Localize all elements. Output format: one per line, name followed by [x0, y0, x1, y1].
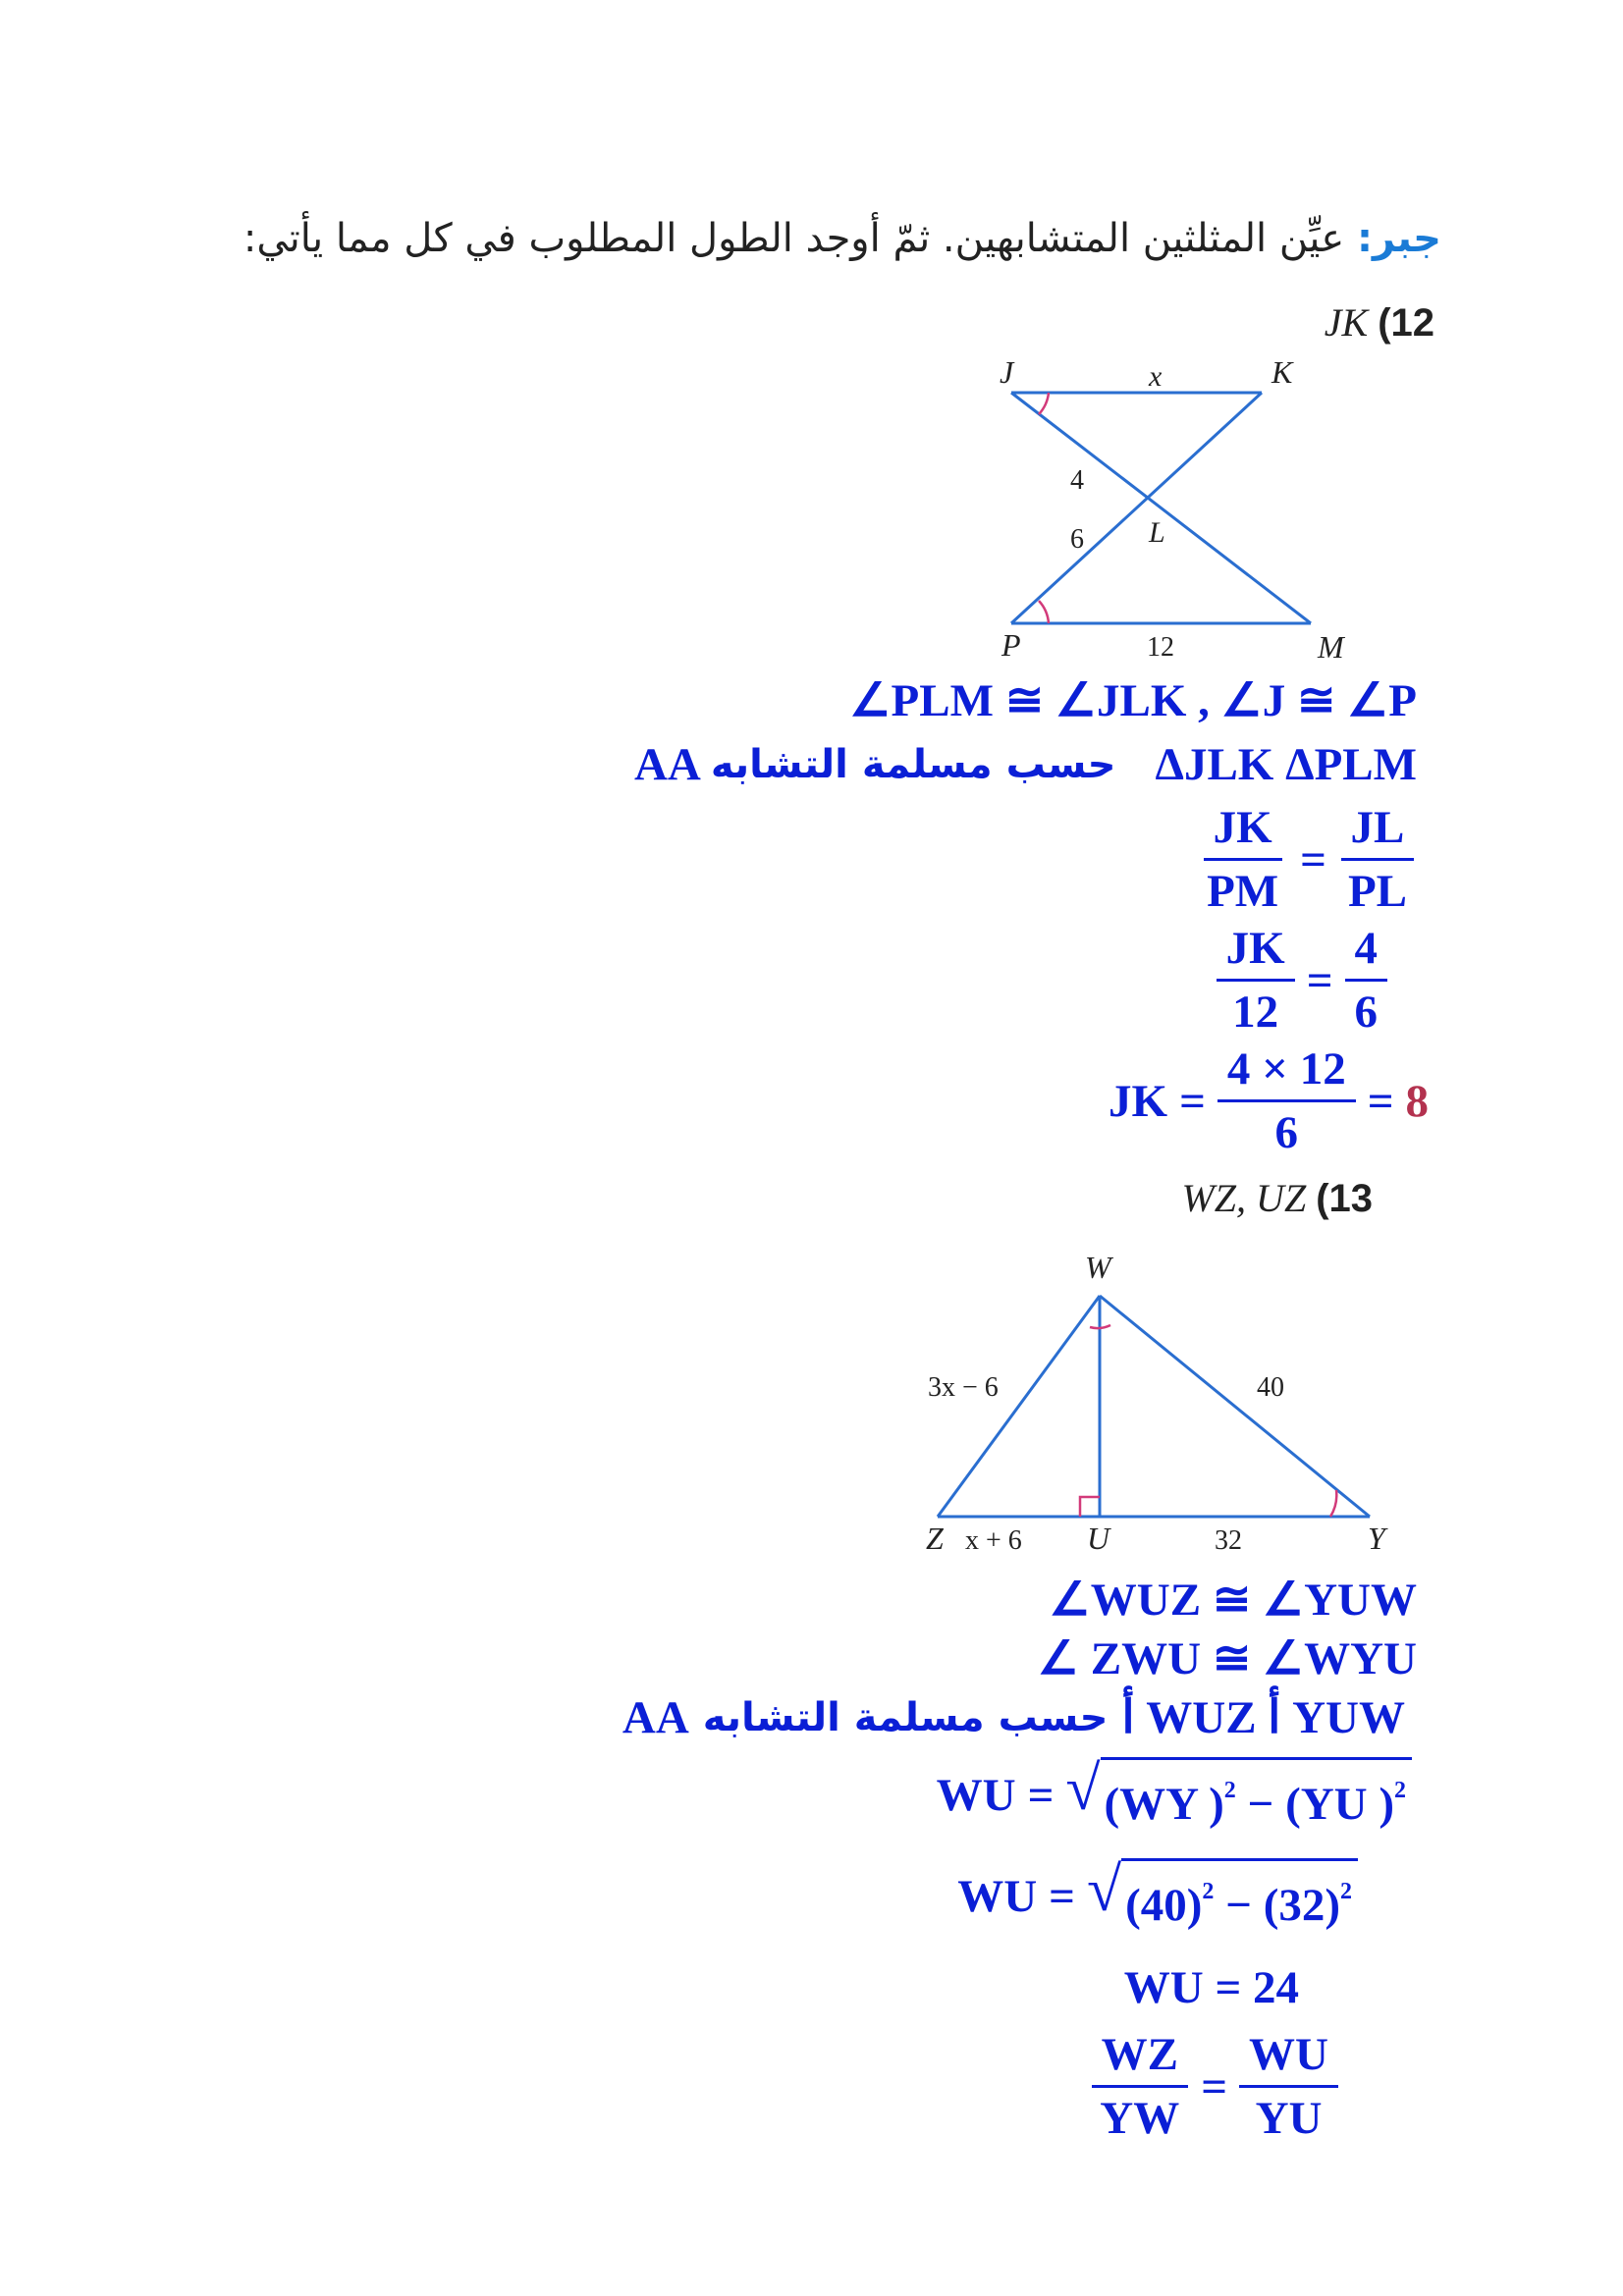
fraction-denominator: YW [1100, 2093, 1180, 2144]
vertex-label-k: K [1271, 354, 1293, 390]
vertex-label-l: L [1149, 516, 1165, 549]
proportion-2: $\frac{JK}{12}$ = $\frac{4}{6}$ [1217, 918, 1387, 1042]
fraction-denominator: 12 [1232, 987, 1279, 1038]
similarity-statement-13 [622, 1690, 1405, 1744]
fraction-numerator: JK [1204, 797, 1282, 861]
angle-congruence-line: ∠PLM ≅ ∠JLK , ∠J ≅ ∠P [849, 675, 1417, 726]
problem-12-target: JK [1324, 300, 1369, 345]
segment-label-jl: 4 [1070, 465, 1084, 496]
problem-13-heading [1181, 1175, 1373, 1221]
result-lhs: JK [1109, 1075, 1168, 1127]
segment-label-pl: 6 [1070, 524, 1084, 555]
fraction-numerator: JK [1217, 918, 1295, 982]
problem-12-heading [1325, 299, 1434, 346]
exercise-instruction [243, 216, 1441, 261]
segment-label-wy: 40 [1257, 1372, 1284, 1403]
fraction-denominator: PL [1347, 866, 1407, 917]
vertex-label-m: M [1318, 629, 1344, 665]
segment-label-jk: x [1149, 360, 1163, 393]
fraction-numerator: WU [1239, 2024, 1338, 2088]
fraction-denominator: YU [1255, 2093, 1323, 2144]
figure-bowtie-triangles [972, 353, 1394, 667]
equation-lhs: WU [936, 1769, 1016, 1821]
problem-13-number: (13 [1316, 1177, 1373, 1220]
pythagorean-equation-1: WU = √ (WY )$^2$ − (YU )$^2$ [937, 1757, 1412, 1833]
fraction-denominator: PM [1207, 866, 1279, 917]
segment-label-uy: 32 [1215, 1525, 1242, 1556]
final-answer: 8 [1405, 1075, 1429, 1127]
section-tag: جبر: [1356, 216, 1441, 261]
triangle-similarity: أ WUZ أ YUW [1121, 1692, 1405, 1743]
segment-label-zu: x + 6 [965, 1525, 1022, 1556]
radicand-term: (YU ) [1285, 1779, 1394, 1830]
aa-postulate-text: حسب مسلمة التشابه [702, 1694, 1109, 1740]
vertex-label-j: J [1000, 354, 1014, 390]
vertex-label-w: W [1085, 1250, 1111, 1285]
angle-congruence-line-1: ∠WUZ ≅ ∠YUW [1049, 1575, 1417, 1626]
fraction-denominator: 6 [1354, 987, 1378, 1038]
pythagorean-equation-2: WU = √ $(40)^2 - (32)^2$ [957, 1858, 1358, 1934]
radicand-term: (WY ) [1104, 1779, 1224, 1830]
figure-right-triangle-altitude [889, 1237, 1438, 1571]
wu-value: WU = 24 [1123, 1962, 1299, 2013]
instruction-text: عيِّن المثلثين المتشابهين. ثمّ أوجد الطول المطلوب في كل مما يأتي: [243, 216, 1345, 261]
radicand-term: (32) [1263, 1880, 1340, 1931]
vertex-label-p: P [1001, 627, 1021, 663]
triangle-similarity: ΔJLK ΔPLM [1155, 739, 1417, 790]
aa-label: AA [633, 739, 701, 790]
angle-congruence-line-2: ∠ ZWU ≅ ∠WYU [1037, 1633, 1417, 1684]
fraction-numerator: JL [1341, 797, 1415, 861]
vertex-label-u: U [1087, 1521, 1110, 1556]
similarity-statement [634, 738, 1417, 791]
problem-13-target: WZ, UZ [1181, 1176, 1307, 1220]
proportion-1: $\frac{JK}{PM}$ = $\frac{JL}{PL}$ [1197, 797, 1417, 922]
radicand-term: (40) [1125, 1880, 1203, 1931]
proportion-13: $\frac{WZ}{YW}$ = $\frac{WU}{YU}$ [1090, 2024, 1338, 2149]
aa-label: AA [622, 1691, 689, 1743]
fraction-numerator: WZ [1092, 2024, 1188, 2088]
aa-postulate-text: حسب مسلمة التشابه [710, 742, 1116, 787]
equation-lhs: WU [957, 1870, 1038, 1922]
vertex-label-z: Z [926, 1521, 944, 1556]
segment-label-pm: 12 [1147, 632, 1174, 663]
problem-12-number: (12 [1378, 301, 1434, 345]
fraction-numerator: 4 × 12 [1217, 1039, 1356, 1102]
jk-result: JK = $\frac{4 \times 12}{6}$ = 8 [1109, 1039, 1429, 1163]
vertex-label-y: Y [1368, 1521, 1385, 1556]
segment-label-wz: 3x − 6 [928, 1372, 999, 1403]
fraction-denominator: 6 [1274, 1107, 1299, 1158]
fraction-numerator: 4 [1345, 918, 1388, 982]
